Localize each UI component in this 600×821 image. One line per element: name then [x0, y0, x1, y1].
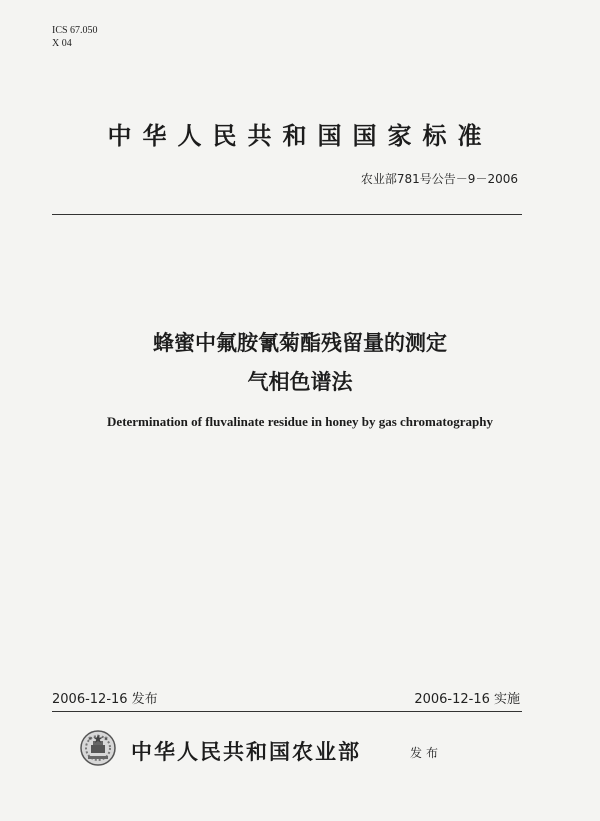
national-standard-title: 中华人民共和国国家标准: [107, 122, 493, 150]
ics-code: ICS 67.050: [52, 25, 98, 36]
issue-date: 2006-12-16 发布: [52, 692, 158, 707]
footer-divider: [52, 711, 522, 712]
title-chinese-line2: 气相色谱法: [247, 370, 353, 394]
implementation-date: 2006-12-16 实施: [414, 692, 520, 707]
title-english: Determination of fluvalinate residue in honey by gas chromatography: [107, 414, 493, 429]
national-emblem-icon: [78, 728, 118, 768]
title-chinese-line1: 蜂蜜中氟胺氰菊酯残留量的测定: [153, 331, 447, 355]
issuing-authority: 中华人民共和国农业部: [131, 739, 361, 764]
header-divider: [52, 214, 522, 215]
standard-number: 农业部781号公告－9－2006: [360, 172, 518, 186]
issuer-suffix: 发布: [410, 746, 443, 760]
classification-code: X 04: [52, 38, 72, 49]
